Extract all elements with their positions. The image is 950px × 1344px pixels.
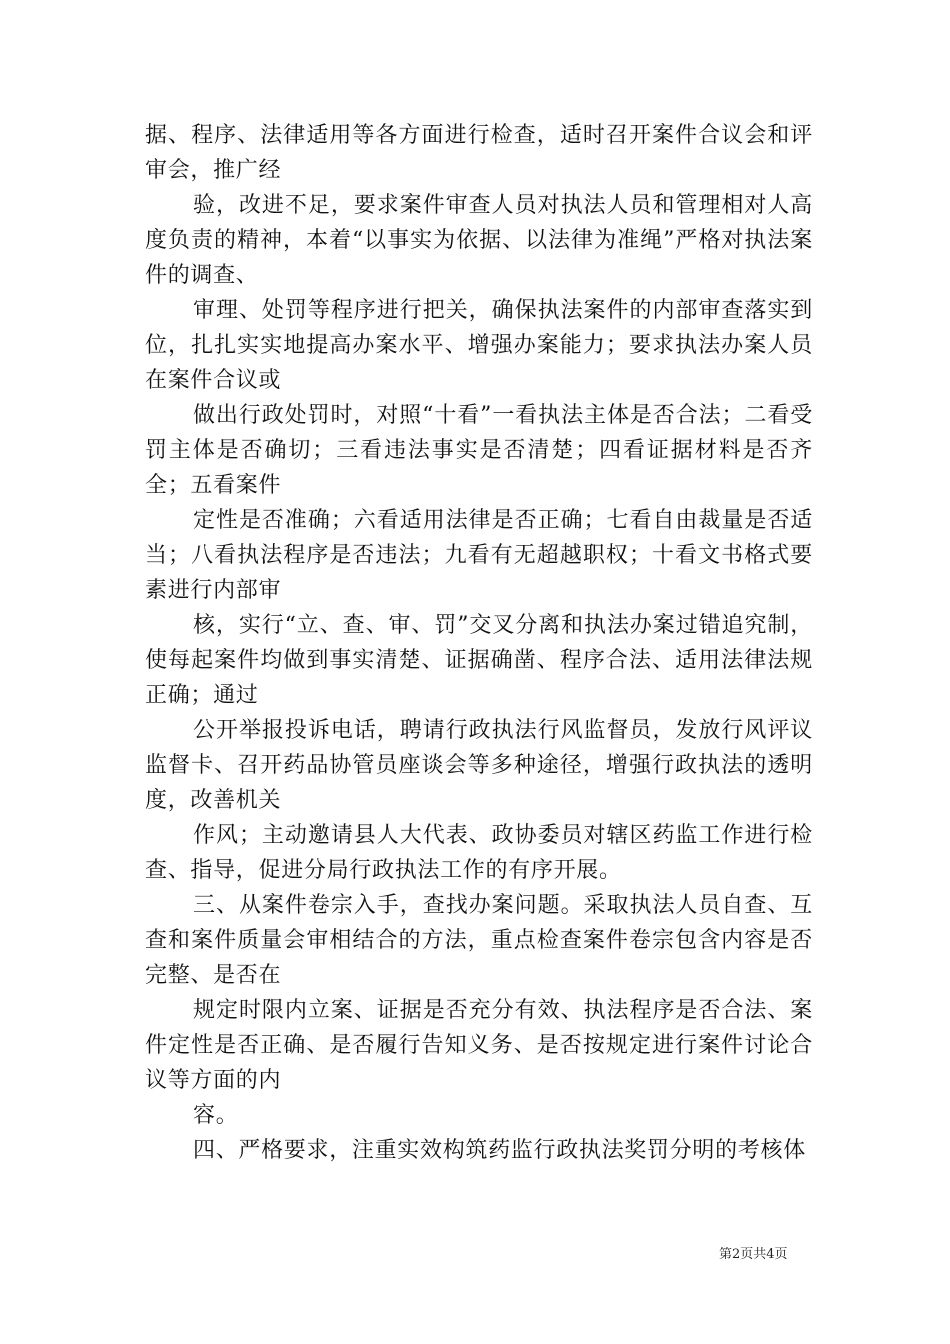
paragraph-3: 审理、处罚等程序进行把关，确保执法案件的内部审查落实到位，扎扎实实地提高办案水平、增强办案能力；要求执法办案人员在案件合议或: [145, 298, 813, 393]
paragraph-9: 三、从案件卷宗入手，查找办案问题。采取执法人员自查、互查和案件质量会审相结合的方法，重点检查案件卷宗包含内容是否完整、是否在: [145, 893, 813, 988]
paragraph-12: 四、严格要求，注重实效构筑药监行政执法奖罚分明的考核体: [193, 1138, 806, 1163]
paragraph-4: 做出行政处罚时，对照“十看”一看执法主体是否合法；二看受罚主体是否确切；三看违法事实是否清楚；四看证据材料是否齐全；五看案件: [145, 403, 813, 498]
document-body: [145, 118, 813, 1168]
paragraph-1: 据、程序、法律适用等各方面进行检查，适时召开案件合议会和评审会，推广经: [145, 123, 813, 183]
page-number-footer: 第2页共4页: [719, 1247, 788, 1262]
paragraph-11: 容。: [193, 1103, 239, 1128]
paragraph-2: 验，改进不足，要求案件审查人员对执法人员和管理相对人高度负责的精神，本着“以事实为依据、以法律为准绳”严格对执法案件的调查、: [145, 193, 813, 288]
paragraph-5: 定性是否准确；六看适用法律是否正确；七看自由裁量是否适当；八看执法程序是否违法；九看有无超越职权；十看文书格式要素进行内部审: [145, 508, 813, 603]
paragraph-7: 公开举报投诉电话，聘请行政执法行风监督员，发放行风评议监督卡、召开药品协管员座谈会等多种途径，增强行政执法的透明度，改善机关: [145, 718, 813, 813]
paragraph-10: 规定时限内立案、证据是否充分有效、执法程序是否合法、案件定性是否正确、是否履行告知义务、是否按规定进行案件讨论合议等方面的内: [145, 998, 813, 1093]
paragraph-8: 作风；主动邀请县人大代表、政协委员对辖区药监工作进行检查、指导，促进分局行政执法工作的有序开展。: [145, 823, 813, 883]
paragraph-6: 核，实行“立、查、审、罚”交叉分离和执法办案过错追究制，使每起案件均做到事实清楚、证据确凿、程序合法、适用法律法规正确；通过: [145, 613, 813, 708]
